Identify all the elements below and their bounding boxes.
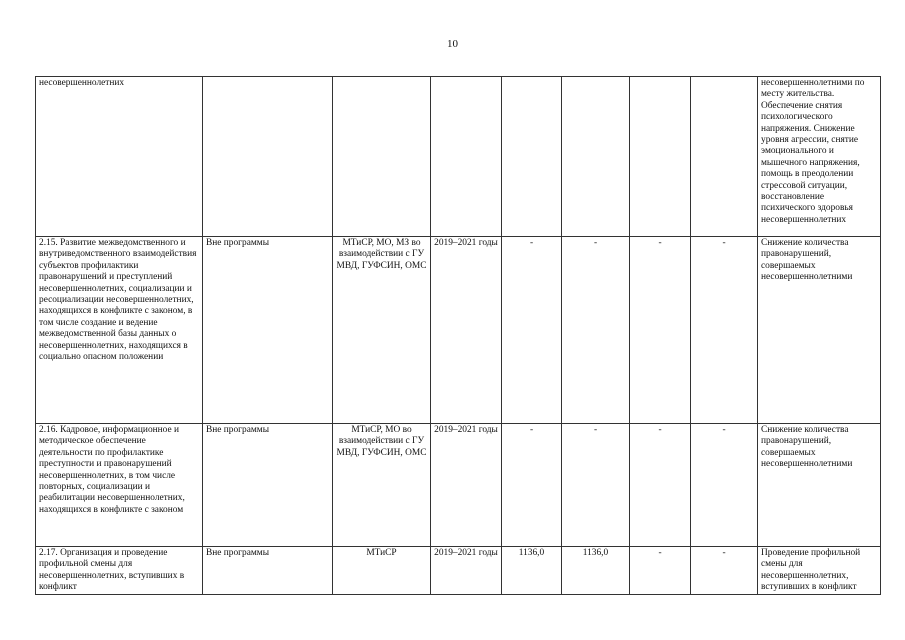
- measure-cell: 2.15. Развитие межведомственного и внутриведомственного взаимодействия субъектов профилактики правонарушений и преступлений несовершеннолетних, социализации и ресоциализации несовершеннолетних, находящихся в конфликте с законом, в том числе создание и ведение межведомственной базы данных о несовершеннолетних, находящихся в социально опасном положении: [36, 237, 203, 424]
- funding-source-cell: Вне программы: [203, 424, 333, 547]
- funding-source-cell: [203, 77, 333, 237]
- result-cell: несовершеннолетними по месту жительства. Обеспечение снятия психологического напряжения. Снижение уровня агрессии, снятие эмоционального и мышечного напряжения, помощь в преодолении стрессовой ситуации, восстановление психического здоровья несовершеннолетних: [758, 77, 881, 237]
- amount-cell: [562, 77, 630, 237]
- amount-cell: -: [502, 237, 562, 424]
- amount-cell: -: [691, 424, 758, 547]
- amount-cell: 1136,0: [562, 547, 630, 595]
- executor-cell: МТиСР, МО во взаимодействии с ГУ МВД, ГУФСИН, ОМС: [333, 424, 431, 547]
- result-cell: Проведение профильной смены для несовершеннолетних, вступивших в конфликт: [758, 547, 881, 595]
- amount-cell: 1136,0: [502, 547, 562, 595]
- table-row: [36, 77, 881, 237]
- amount-cell: -: [691, 547, 758, 595]
- table-row: [36, 547, 881, 595]
- amount-cell: [630, 77, 691, 237]
- funding-source-cell: Вне программы: [203, 237, 333, 424]
- executor-cell: МТиСР, МО, МЗ во взаимодействии с ГУ МВД, ГУФСИН, ОМС: [333, 237, 431, 424]
- executor-cell: МТиСР: [333, 547, 431, 595]
- amount-cell: [691, 77, 758, 237]
- amount-cell: -: [630, 237, 691, 424]
- period-cell: 2019–2021 годы: [431, 547, 502, 595]
- measure-cell: несовершеннолетних: [36, 77, 203, 237]
- amount-cell: -: [562, 237, 630, 424]
- funding-source-cell: Вне программы: [203, 547, 333, 595]
- executor-cell: [333, 77, 431, 237]
- result-cell: Снижение количества правонарушений, совершаемых несовершеннолетними: [758, 237, 881, 424]
- measure-cell: 2.17. Организация и проведение профильной смены для несовершеннолетних, вступивших в конфликт: [36, 547, 203, 595]
- measure-cell: 2.16. Кадровое, информационное и методическое обеспечение деятельности по профилактике преступности и правонарушений несовершеннолетних, в том числе повторных, социализации и реабилитации несовершеннолетних, находящихся в конфликте с законом: [36, 424, 203, 547]
- amount-cell: [502, 77, 562, 237]
- amount-cell: -: [691, 237, 758, 424]
- period-cell: 2019–2021 годы: [431, 424, 502, 547]
- amount-cell: -: [502, 424, 562, 547]
- period-cell: [431, 77, 502, 237]
- amount-cell: -: [630, 424, 691, 547]
- page-number: 10: [447, 38, 458, 50]
- period-cell: 2019–2021 годы: [431, 237, 502, 424]
- amount-cell: -: [562, 424, 630, 547]
- table-row: [36, 237, 881, 424]
- table-row: [36, 424, 881, 547]
- amount-cell: -: [630, 547, 691, 595]
- result-cell: Снижение количества правонарушений, совершаемых несовершеннолетними: [758, 424, 881, 547]
- measures-table: [35, 76, 881, 595]
